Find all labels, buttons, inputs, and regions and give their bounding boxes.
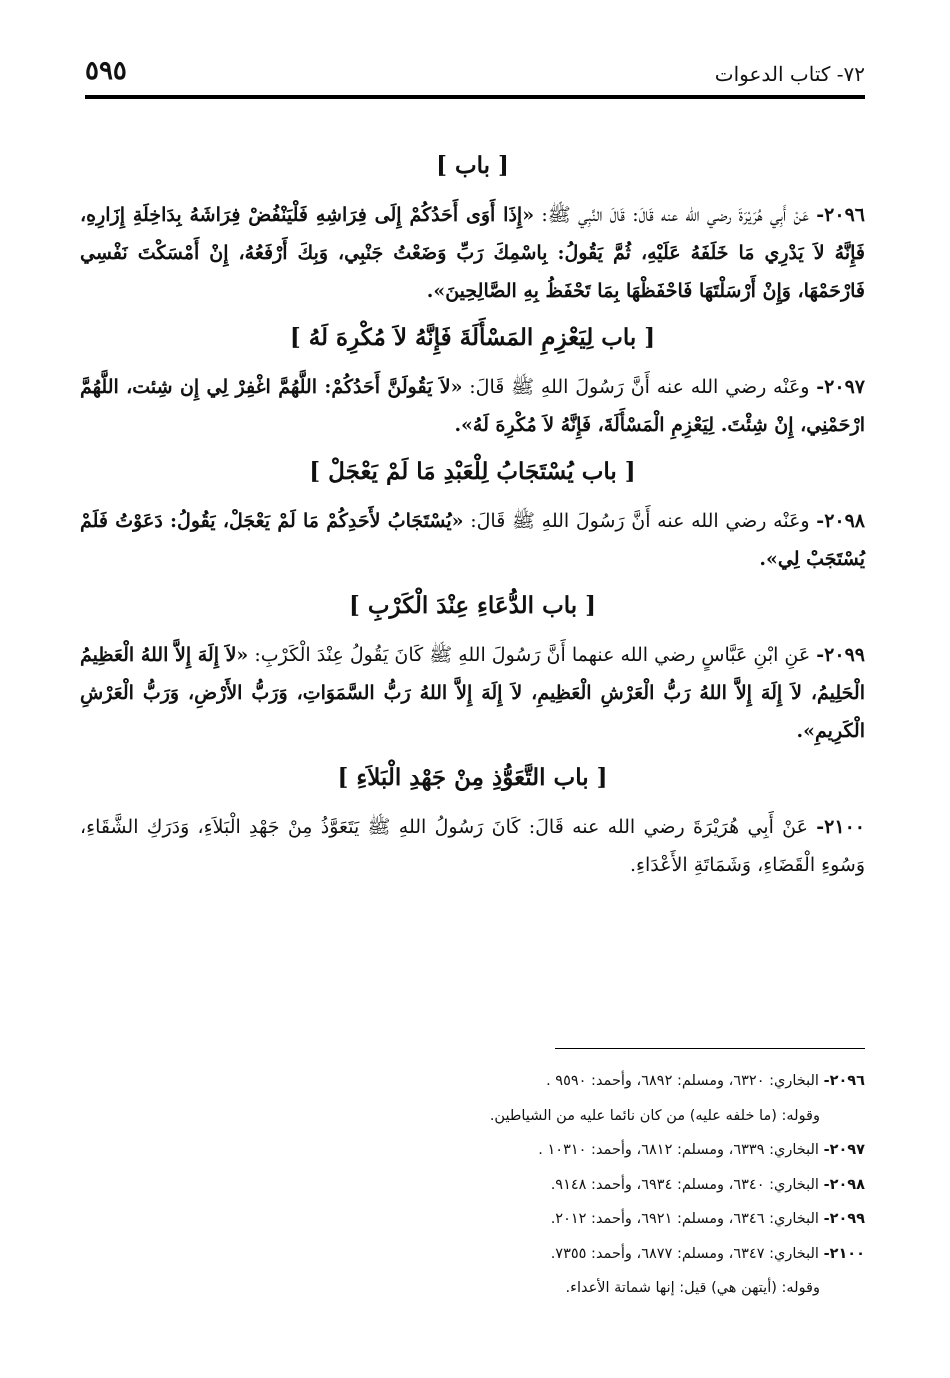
section-heading: [ باب التَّعَوُّذِ مِنْ جَهْدِ الْبَلاَءِ ]: [337, 764, 608, 791]
footnote-text: وقوله: (أيتهن هي) قيل: إنها شماتة الأعداء.: [565, 1280, 820, 1296]
footnote-line: [300, 1099, 865, 1134]
footnote-number: ٢٠٩٨-: [823, 1176, 865, 1193]
hadith-isnad: وعَنْه رضي الله عنه أَنَّ رَسُولَ اللهِ ﷺ قَالَ:: [463, 510, 817, 532]
footnote-line: [300, 1271, 865, 1306]
footnote-text: البخاري: ٦٣٤٠، ومسلم: ٦٩٣٤، وأحمد: ٩١٤٨.: [550, 1176, 824, 1193]
hadith-number: ٢٠٩٧-: [816, 376, 865, 398]
footnote-line: [300, 1133, 865, 1168]
hadith-isnad: عَنْ أَبِي هُرَيْرَةَ رضي الله عنه قَالَ: قَالَ النَّبِي ﷺ:: [534, 204, 817, 226]
footnote-text: البخاري: ٦٣٣٩، ومسلم: ٦٨١٢، وأحمد: ١٠٣١٠ .: [538, 1142, 824, 1158]
page-number: ٥٩٥: [85, 56, 127, 86]
hadith-number: ٢١٠٠-: [816, 816, 865, 838]
hadith-paragraph: [80, 808, 865, 884]
hadith-paragraph: [80, 196, 865, 310]
footnote-line: [300, 1237, 865, 1272]
hadith-paragraph: [80, 636, 865, 750]
footnotes: [300, 1064, 865, 1306]
section-heading: [ باب ]: [436, 152, 509, 179]
hadith-number: ٢٠٩٩-: [816, 644, 865, 666]
footnote-text: وقوله: (ما خلفه عليه) من كان نائما عليه من الشياطين.: [489, 1107, 820, 1124]
hadith-number: ٢٠٩٦-: [816, 204, 865, 226]
footnote-number: ٢٠٩٩-: [823, 1211, 865, 1227]
header-divider: [85, 95, 865, 99]
hadith-number: ٢٠٩٨-: [816, 510, 866, 532]
section-heading: [ باب الدُّعَاءِ عِنْدَ الْكَرْبِ ]: [348, 592, 597, 619]
section-heading: [ باب لِيَعْزِمِ المَسْأَلَةَ فَإِنَّهُ لاَ مُكْرِهَ لَهُ ]: [289, 324, 656, 351]
footnote-line: [300, 1064, 865, 1099]
hadith-isnad: عَنْ أَبِي هُرَيْرَةَ رضي الله عنه قَالَ: كَانَ رَسُولُ اللهِ ﷺ يَتَعَوَّذُ مِنْ جَهْدِ الْبَلاَءِ، وَدَرَكِ الشَّقَاءِ، وَسُوءِ الْقَضَاءِ، وَشَمَاتَةِ الأَعْدَاءِ.: [80, 816, 865, 876]
hadith-matn: «لاَ يَقُولَنَّ أَحَدُكُمْ: اللَّهُمَّ اغْفِرْ لِي إِن شِئت، اللَّهُمَّ ارْحَمْنِي، إِنْ شِئْتَ. لِيَعْزِمِ الْمَسْأَلَةَ، فَإِنَّهُ لاَ مُكْرِهَ لَهُ».: [80, 376, 865, 436]
chapter-title: ٧٢- كتاب الدعوات: [714, 62, 865, 86]
footnote-text: البخاري: ٦٣٤٧، ومسلم: ٦٨٧٧، وأحمد: ٧٣٥٥.: [550, 1245, 824, 1262]
main-text: [80, 140, 865, 892]
footnote-number: ٢٠٩٧-: [823, 1142, 865, 1158]
footnote-number: ٢١٠٠-: [823, 1245, 865, 1262]
hadith-matn: «يُسْتَجَابُ لأَحَدِكُمْ مَا لَمْ يَعْجَلْ، يَقُولُ: دَعَوْتُ فَلَمْ يُسْتَجَبْ لِي».: [80, 510, 865, 570]
section-heading: [ باب يُسْتَجَابُ لِلْعَبْدِ مَا لَمْ يَعْجَلْ ]: [309, 458, 636, 485]
footnote-number: ٢٠٩٦-: [823, 1073, 865, 1089]
footnote-line: [300, 1168, 865, 1203]
hadith-matn: «لاَ إِلَهَ إِلاَّ اللهُ الْعَظِيمُ الْحَلِيمُ، لاَ إِلَهَ إِلاَّ اللهُ رَبُّ الْعَرْشِ الْعَظِيمِ، لاَ إِلَهَ إِلاَّ اللهُ رَبُّ السَّمَوَاتِ، وَرَبُّ الأَرْضِ، وَرَبُّ الْعَرْشِ الْكَرِيمِ».: [80, 644, 865, 742]
footnote-text: البخاري: ٦٣٢٠، ومسلم: ٦٨٩٢، وأحمد: ٩٥٩٠ .: [546, 1073, 824, 1089]
hadith-isnad: وعَنْه رضي الله عنه أَنَّ رَسُولَ اللهِ ﷺ قَالَ:: [462, 376, 817, 398]
page-header: [85, 52, 865, 92]
hadith-paragraph: [80, 502, 865, 578]
hadith-matn: «إِذَا أَوَى أَحَدُكُمْ إِلَى فِرَاشِهِ فَلْيَنْفُضْ فِرَاشَهُ بِدَاخِلَةِ إِزَارِهِ، فَإِنَّهُ لاَ يَدْرِي مَا خَلَفَهُ عَلَيْهِ، ثُمَّ يَقُولُ: بِاسْمِكَ رَبِّ وَضَعْتُ جَنْبِي، وَبِكَ أَرْفَعُهُ، إِنْ أَمْسَكْتَ نَفْسِي فَارْحَمْهَا، وَإِنْ أَرْسَلْتَهَا فَاحْفَظْهَا بِمَا تَحْفَظُ بِهِ الصَّالِحِينَ».: [80, 204, 865, 302]
footnote-text: البخاري: ٦٣٤٦، ومسلم: ٦٩٢١، وأحمد: ٢٠١٢.: [550, 1211, 824, 1227]
footnote-divider: [555, 1048, 865, 1049]
footnote-line: [300, 1202, 865, 1237]
hadith-paragraph: [80, 368, 865, 444]
hadith-isnad: عَنِ ابْنِ عَبَّاسٍ رضي الله عنهما أَنَّ رَسُولَ اللهِ ﷺ كَانَ يَقُولُ عِنْدَ الْكَرْبِ:: [248, 644, 817, 666]
